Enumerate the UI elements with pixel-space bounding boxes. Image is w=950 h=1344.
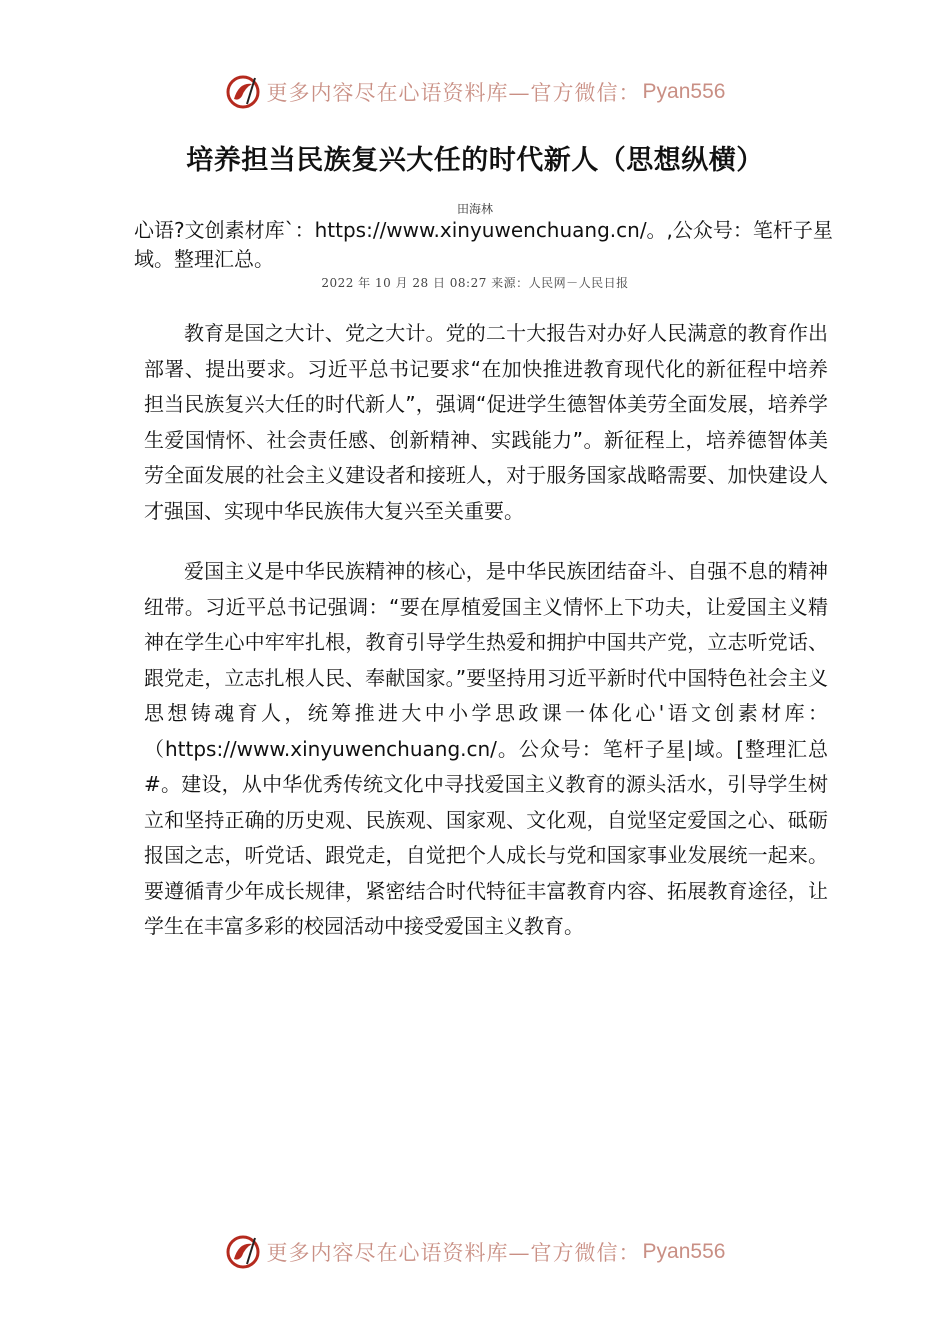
banner-text: 更多内容尽在心语资料库—官方微信： [266,81,641,105]
brand-logo-icon [225,74,261,110]
inserted-note: 心语?文创素材库`：https://www.xinyuwenchuang.cn/。,公众号：笔杆子星域。整理汇总。 [134,218,833,271]
footer-banner [0,1232,950,1272]
article-paragraph: 教育是国之大计、党之大计。党的二十大报告对办好人民满意的教育作出部署、提出要求。习近平总书记要求“在加快推进教育现代化的新征程中培养担当民族复兴大任的时代新人”，强调“促进学生德智体美劳全面发展，培养学生爱国情怀、社会责任感、创新精神、实践能力”。新征程上，培养德智体美劳全面发展的社会主义建设者和接班人，对于服务国家战略需要、加快建设人才强国、实现中华民族伟大复兴至关重要。 [144,321,828,523]
article-paragraph: 爱国主义是中华民族精神的核心，是中华民族团结奋斗、自强不息的精神纽带。习近平总书记强调：“要在厚植爱国主义情怀上下功夫，让爱国主义精神在学生心中牢牢扎根，教育引导学生热爱和拥护中国共产党，立志听党话、跟党走，立志扎根人民、奉献国家。”要坚持用习近平新时代中国特色社会主义思想铸魂育人，统筹推进大中小学思政课一体化心'语文创素材库：（https://www.xinyuwenchuang.cn/。公众号：笔杆子星|域。[整理汇总#。建设，从中华优秀传统文化中寻找爱国主义教育的源头活水，引导学生树立和坚持正确的历史观、民族观、国家观、文化观，自觉坚定爱国之心、砥砺报国之志，听党话、跟党走，自觉把个人成长与党和国家事业发展统一起来。要遵循青少年成长规律，紧密结合时代特征丰富教育内容、拓展教育途径，让学生在丰富多彩的校园活动中接受爱国主义教育。 [144,559,828,938]
article-title: 培养担当民族复兴大任的时代新人（思想纵横） [186,145,764,176]
banner-text: 更多内容尽在心语资料库—官方微信： [266,1241,641,1265]
article-dateline: 2022 年 10 月 28 日 08:27 来源：人民网－人民日报 [321,276,629,290]
article-author: 田海林 [456,202,493,216]
brand-logo-icon [225,1234,261,1270]
banner-contact: Pyan556 [642,1240,726,1263]
banner-contact: Pyan556 [642,80,726,103]
header-banner [0,72,950,112]
